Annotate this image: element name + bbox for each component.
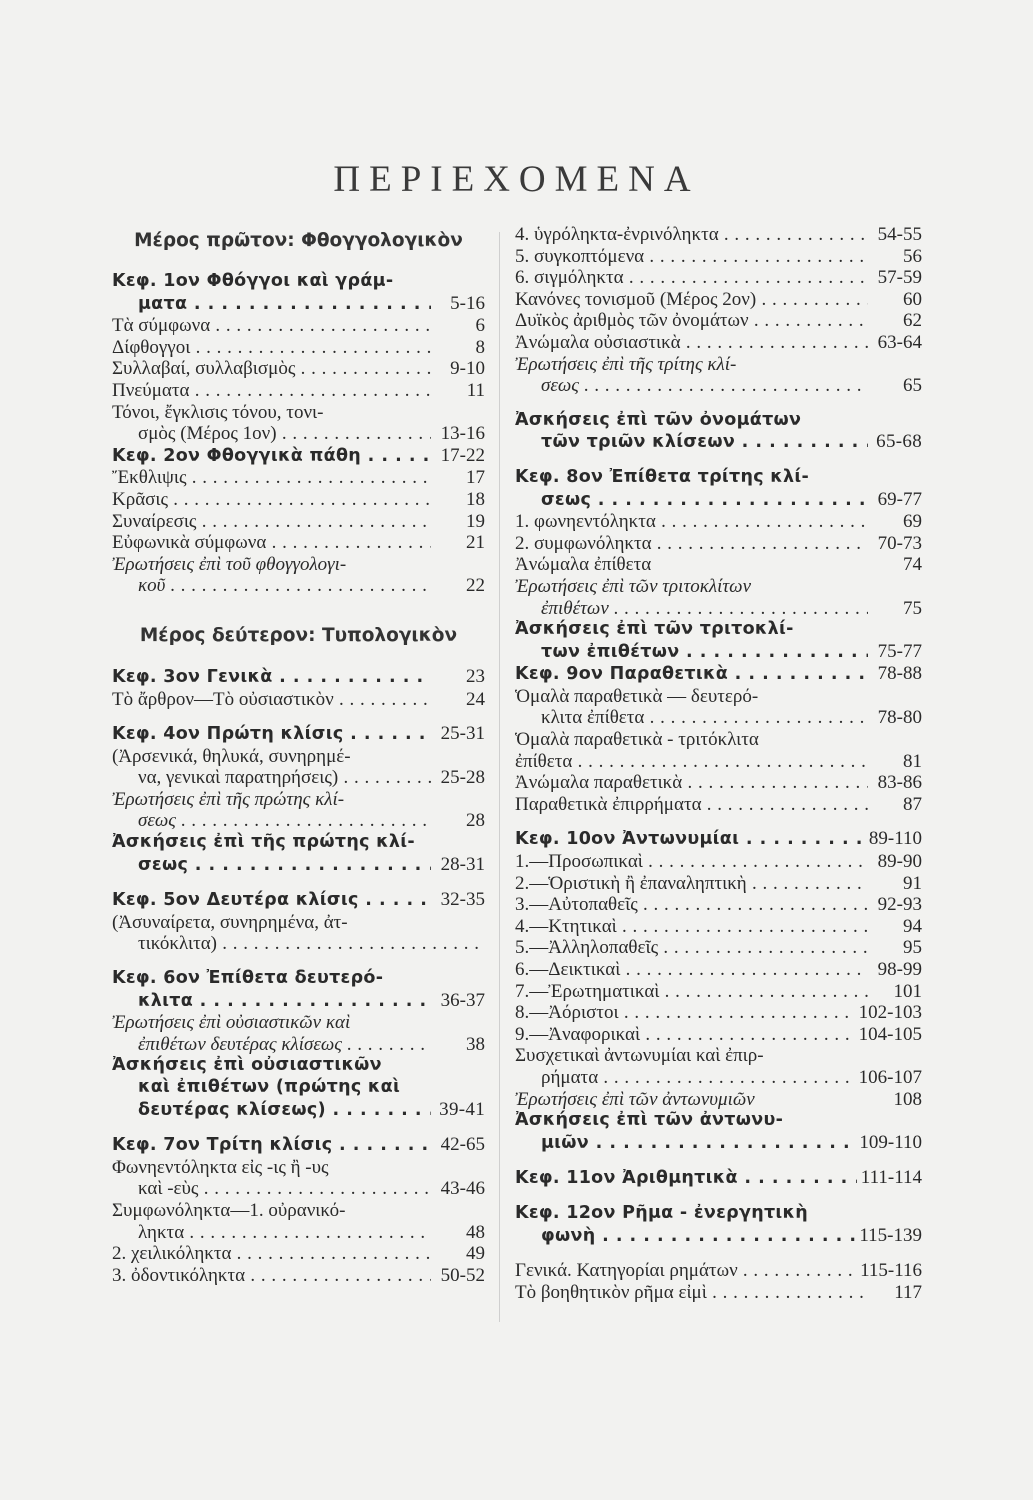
toc-entry: Παραθετικὰ ἐπιρρήματα . . . 87 — [515, 794, 922, 816]
toc-entry: 1. φωνηεντόληκτα . . . 69 — [515, 511, 922, 533]
toc-entry: Συναίρεσις . . . 19 — [112, 511, 485, 533]
toc-entry: Κεφ. 12ον Ρῆμα - ἐνεργητικὴ φωνὴ . . . 115-139 — [515, 1203, 922, 1247]
toc-entry: Ἀσκήσεις ἐπὶ τῶν τριτοκλί- των ἐπιθέτων . . . 75-77 — [515, 619, 922, 663]
toc-entry: Φωνηεντόληκτα εἰς -ις ἢ -υς καὶ -εὺς . . . 43-46 — [112, 1157, 485, 1200]
left-column — [112, 224, 485, 1286]
toc-entry: Ἐρωτήσεις ἐπὶ τῶν τριτοκλίτων ἐπιθέτων . . . 75 — [515, 576, 922, 619]
toc-entry: 8.—Ἀόριστοι . . . 102-103 — [515, 1002, 922, 1024]
toc-entry: Κεφ. 2ον Φθογγικὰ πάθη . . . 17-22 — [112, 445, 485, 468]
toc-entry: Ἀνώμαλα ἐπίθετα 74 — [515, 554, 922, 576]
toc-entry: Συσχετικαὶ ἀντωνυμίαι καὶ ἐπιρ- ρήματα . . . 106-107 — [515, 1045, 922, 1088]
toc-entry: 2. χειλικόληκτα . . . 49 — [112, 1243, 485, 1265]
toc-entry: (Ἀσυναίρετα, συνηρημένα, ἀτ- τικόκλιτα) . . . — [112, 912, 485, 955]
toc-entry: Συμφωνόληκτα—1. οὐρανικό- ληκτα . . . 48 — [112, 1200, 485, 1243]
toc-entry: Ἀσκήσεις ἐπὶ οὐσιαστικῶν καὶ ἐπιθέτων (πρώτης καὶ δευτέρας κλίσεως) . . . 39-41 — [112, 1055, 485, 1121]
toc-entry: Κρᾶσις . . . 18 — [112, 489, 485, 511]
toc-entry: Ἀνώμαλα οὐσιαστικὰ . . . 63-64 — [515, 332, 922, 354]
toc-entry: 9.—Ἀναφορικαὶ . . . 104-105 — [515, 1024, 922, 1046]
toc-entry: 5. συγκοπτόμενα . . . 56 — [515, 246, 922, 268]
toc-entry: Κεφ. 6ον Ἐπίθετα δευτερό- κλιτα . . . 36-37 — [112, 968, 485, 1012]
toc-entry: Ἀσκήσεις ἐπὶ τῶν ἀντωνυ- μιῶν . . . 109-110 — [515, 1110, 922, 1154]
toc-entry: Τόνοι, ἔγκλισις τόνου, τονι- σμὸς (Μέρος 1ον) . . . 13-16 — [112, 402, 485, 445]
toc-entry: 1.—Προσωπικαὶ . . . 89-90 — [515, 851, 922, 873]
toc-entry: Κεφ. 7ον Τρίτη κλίσις . . . 42-65 — [112, 1134, 485, 1157]
toc-entry: Τὰ σύμφωνα . . . 6 — [112, 315, 485, 337]
page-title: ΠΕΡΙΕΧΟΜΕΝΑ — [333, 159, 700, 200]
toc-entry: 3. ὀδοντικόληκτα . . . 50-52 — [112, 1265, 485, 1287]
toc-entry: Ἀνώμαλα παραθετικὰ . . . 83-86 — [515, 772, 922, 794]
toc-entry: Κανόνες τονισμοῦ (Μέρος 2ον) . . . 60 — [515, 289, 922, 311]
toc-entry: 6. σιγμόληκτα . . . 57-59 — [515, 267, 922, 289]
toc-entry: Ὁμαλὰ παραθετικὰ - τριτόκλιτα ἐπίθετα . . . 81 — [515, 729, 922, 772]
toc-entry: 4.—Κτητικαὶ . . . 94 — [515, 916, 922, 938]
toc-entry: Εὐφωνικὰ σύμφωνα . . . 21 — [112, 532, 485, 554]
toc-entry: Ἐρωτήσεις ἐπὶ οὐσιαστικῶν καὶ ἐπιθέτων δευτέρας κλίσεως . . . 38 — [112, 1012, 485, 1055]
toc-entry: Ἐρωτήσεις ἐπὶ τῶν ἀντωνυμιῶν 108 — [515, 1088, 922, 1110]
toc-entry: Κεφ. 11ον Ἀριθμητικὰ . . . 111-114 — [515, 1167, 922, 1190]
toc-entry: 2. συμφωνόληκτα . . . 70-73 — [515, 533, 922, 555]
toc-entry: 5.—Ἀλληλοπαθεῖς . . . 95 — [515, 937, 922, 959]
toc-entry: 3.—Αὐτοπαθεῖς . . . 92-93 — [515, 894, 922, 916]
toc-entry: Ἐρωτήσεις ἐπὶ τοῦ φθογγολογι- κοῦ . . . 22 — [112, 554, 485, 597]
toc-entry: Κεφ. 4ον Πρώτη κλίσις . . . 25-31 — [112, 723, 485, 746]
toc-entry: Ἔκθλιψις . . . 17 — [112, 467, 485, 489]
toc-entry: Τὸ βοηθητικὸν ρῆμα εἰμὶ . . . 117 — [515, 1282, 922, 1304]
toc-entry: Δυϊκὸς ἀριθμὸς τῶν ὀνομάτων . . . 62 — [515, 310, 922, 332]
toc-entry: Ἀσκήσεις ἐπὶ τῶν ὀνομάτων τῶν τριῶν κλίσεων . . . 65-68 — [515, 410, 922, 454]
toc-entry: Κεφ. 8ον Ἐπίθετα τρίτης κλί- σεως . . . 69-77 — [515, 467, 922, 511]
toc-entry: Κεφ. 5ον Δευτέρα κλίσις . . . 32-35 — [112, 889, 485, 912]
toc-entry: 4. ὑγρόληκτα-ἐνρινόληκτα . . . 54-55 — [515, 224, 922, 246]
toc-entry: Γενικά. Κατηγορίαι ρημάτων . . . 115-116 — [515, 1260, 922, 1282]
toc-entry: (Ἀρσενικά, θηλυκά, συνηρημέ- να, γενικαὶ παρατηρήσεις) . . . 25-28 — [112, 746, 485, 789]
toc-entry: 7.—Ἐρωτηματικαὶ . . . 101 — [515, 981, 922, 1003]
toc-entry: Ὁμαλὰ παραθετικὰ — δευτερό- κλιτα ἐπίθετα . . . 78-80 — [515, 686, 922, 729]
section-heading-part2: Μέρος δεύτερον: Τυπολογικὸν — [139, 624, 458, 646]
toc-entry: Κεφ. 1ον Φθόγγοι καὶ γράμ- ματα . . . 5-16 — [112, 271, 485, 315]
toc-entry: Συλλαβαί, συλλαβισμὸς . . . 9-10 — [112, 358, 485, 380]
toc-entry: Ἐρωτήσεις ἐπὶ τῆς τρίτης κλί- σεως . . . 65 — [515, 354, 922, 397]
toc-entry: Τὸ ἄρθρον—Τὸ οὐσιαστικὸν . . . 24 — [112, 689, 485, 711]
toc-entry: Πνεύματα . . . 11 — [112, 380, 485, 402]
toc-entry: 2.—Ὁριστικὴ ἢ ἐπαναληπτικὴ . . . 91 — [515, 873, 922, 895]
toc-entry: Δίφθογγοι . . . 8 — [112, 337, 485, 359]
toc-entry: Κεφ. 10ον Ἀντωνυμίαι . . . 89-110 — [515, 828, 922, 851]
column-divider — [499, 232, 500, 1322]
toc-entry: Κεφ. 3ον Γενικὰ . . . 23 — [112, 666, 485, 689]
toc-entry: Ἐρωτήσεις ἐπὶ τῆς πρώτης κλί- σεως . . . 28 — [112, 789, 485, 832]
right-column — [515, 224, 922, 1303]
toc-entry: 6.—Δεικτικαὶ . . . 98-99 — [515, 959, 922, 981]
toc-entry: Ἀσκήσεις ἐπὶ τῆς πρώτης κλί- σεως . . . 28-31 — [112, 832, 485, 876]
section-heading-part1: Μέρος πρῶτον: Φθογγολογικὸν — [134, 230, 463, 251]
toc-entry: Κεφ. 9ον Παραθετικὰ . . . 78-88 — [515, 663, 922, 686]
